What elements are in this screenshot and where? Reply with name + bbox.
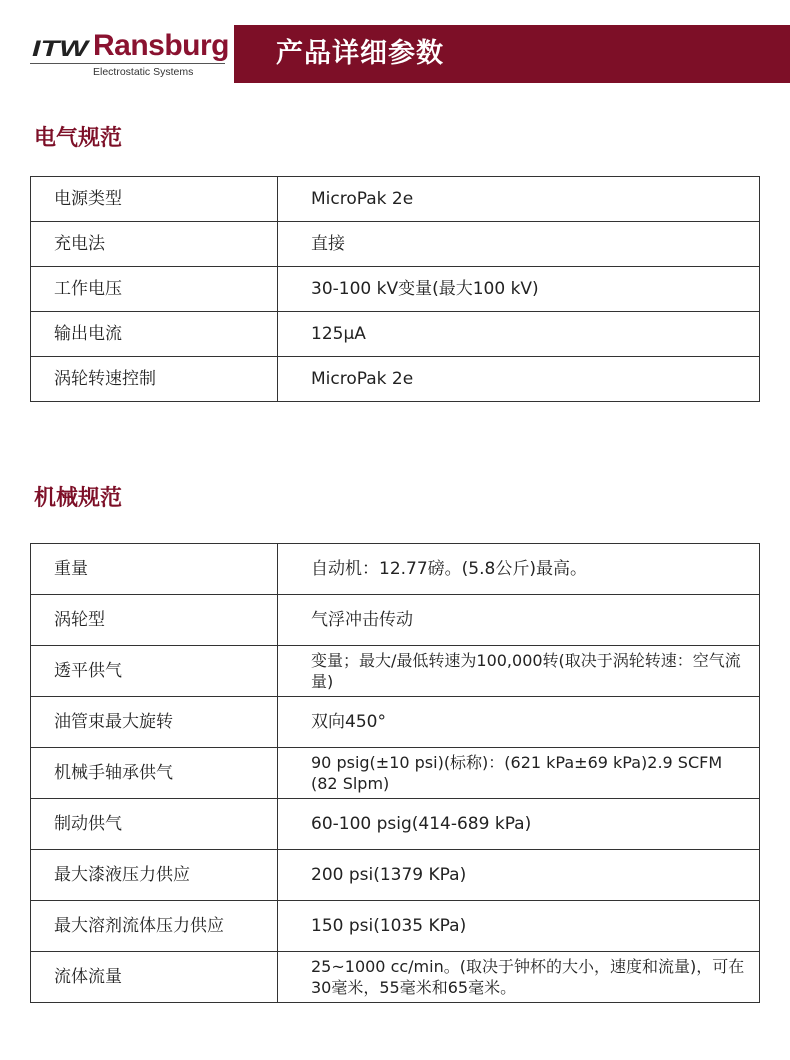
mechanical-spec-table <box>30 543 760 1003</box>
table-row <box>31 222 760 267</box>
spec-value: 自动机：12.77磅。(5.8公斤)最高。 <box>278 544 760 595</box>
spec-label: 最大溶剂流体压力供应 <box>31 901 278 952</box>
logo-divider <box>30 63 225 64</box>
company-logo <box>30 29 230 82</box>
spec-value: MicroPak 2e <box>278 357 760 402</box>
page-title: 产品详细参数 <box>276 38 444 69</box>
table-row <box>31 901 760 952</box>
table-row <box>31 799 760 850</box>
spec-value: 30-100 kV变量(最大100 kV) <box>278 267 760 312</box>
spec-value: MicroPak 2e <box>278 177 760 222</box>
table-row <box>31 177 760 222</box>
logo-prefix: ITW <box>32 36 92 61</box>
spec-label: 充电法 <box>31 222 278 267</box>
table-row <box>31 952 760 1003</box>
spec-label: 工作电压 <box>31 267 278 312</box>
table-row <box>31 646 760 697</box>
spec-value: 气浮冲击传动 <box>278 595 760 646</box>
spec-label: 最大漆液压力供应 <box>31 850 278 901</box>
spec-value: 60-100 psig(414-689 kPa) <box>278 799 760 850</box>
spec-label: 透平供气 <box>31 646 278 697</box>
table-row <box>31 357 760 402</box>
table-row <box>31 697 760 748</box>
logo-tagline: Electrostatic Systems <box>93 66 194 78</box>
spec-label: 重量 <box>31 544 278 595</box>
electrical-section-title: 电气规范 <box>34 126 123 151</box>
spec-label: 油管束最大旋转 <box>31 697 278 748</box>
spec-label: 涡轮转速控制 <box>31 357 278 402</box>
spec-label: 制动供气 <box>31 799 278 850</box>
table-row <box>31 267 760 312</box>
logo-brand: Ransburg <box>93 29 230 62</box>
spec-value: 200 psi(1379 KPa) <box>278 850 760 901</box>
spec-label: 流体流量 <box>31 952 278 1003</box>
title-banner <box>234 25 790 83</box>
spec-value: 双向450° <box>278 697 760 748</box>
spec-label: 输出电流 <box>31 312 278 357</box>
spec-label: 机械手轴承供气 <box>31 748 278 799</box>
spec-value: 25~1000 cc/min。(取决于钟杯的大小，速度和流量)，可在30毫米，55毫米和65毫米。 <box>278 952 760 1003</box>
itw-logo-mark <box>30 30 92 64</box>
spec-value: 150 psi(1035 KPa) <box>278 901 760 952</box>
spec-label: 电源类型 <box>31 177 278 222</box>
spec-value: 直接 <box>278 222 760 267</box>
table-row <box>31 544 760 595</box>
table-row <box>31 595 760 646</box>
spec-value: 125μA <box>278 312 760 357</box>
table-row <box>31 850 760 901</box>
electrical-spec-table <box>30 176 760 402</box>
mechanical-section-title: 机械规范 <box>34 486 123 511</box>
table-row <box>31 312 760 357</box>
spec-label: 涡轮型 <box>31 595 278 646</box>
spec-value: 变量；最大/最低转速为100,000转(取决于涡轮转速：空气流量) <box>278 646 760 697</box>
table-row <box>31 748 760 799</box>
spec-value: 90 psig(±10 psi)(标称)：(621 kPa±69 kPa)2.9 SCFM (82 Slpm) <box>278 748 760 799</box>
